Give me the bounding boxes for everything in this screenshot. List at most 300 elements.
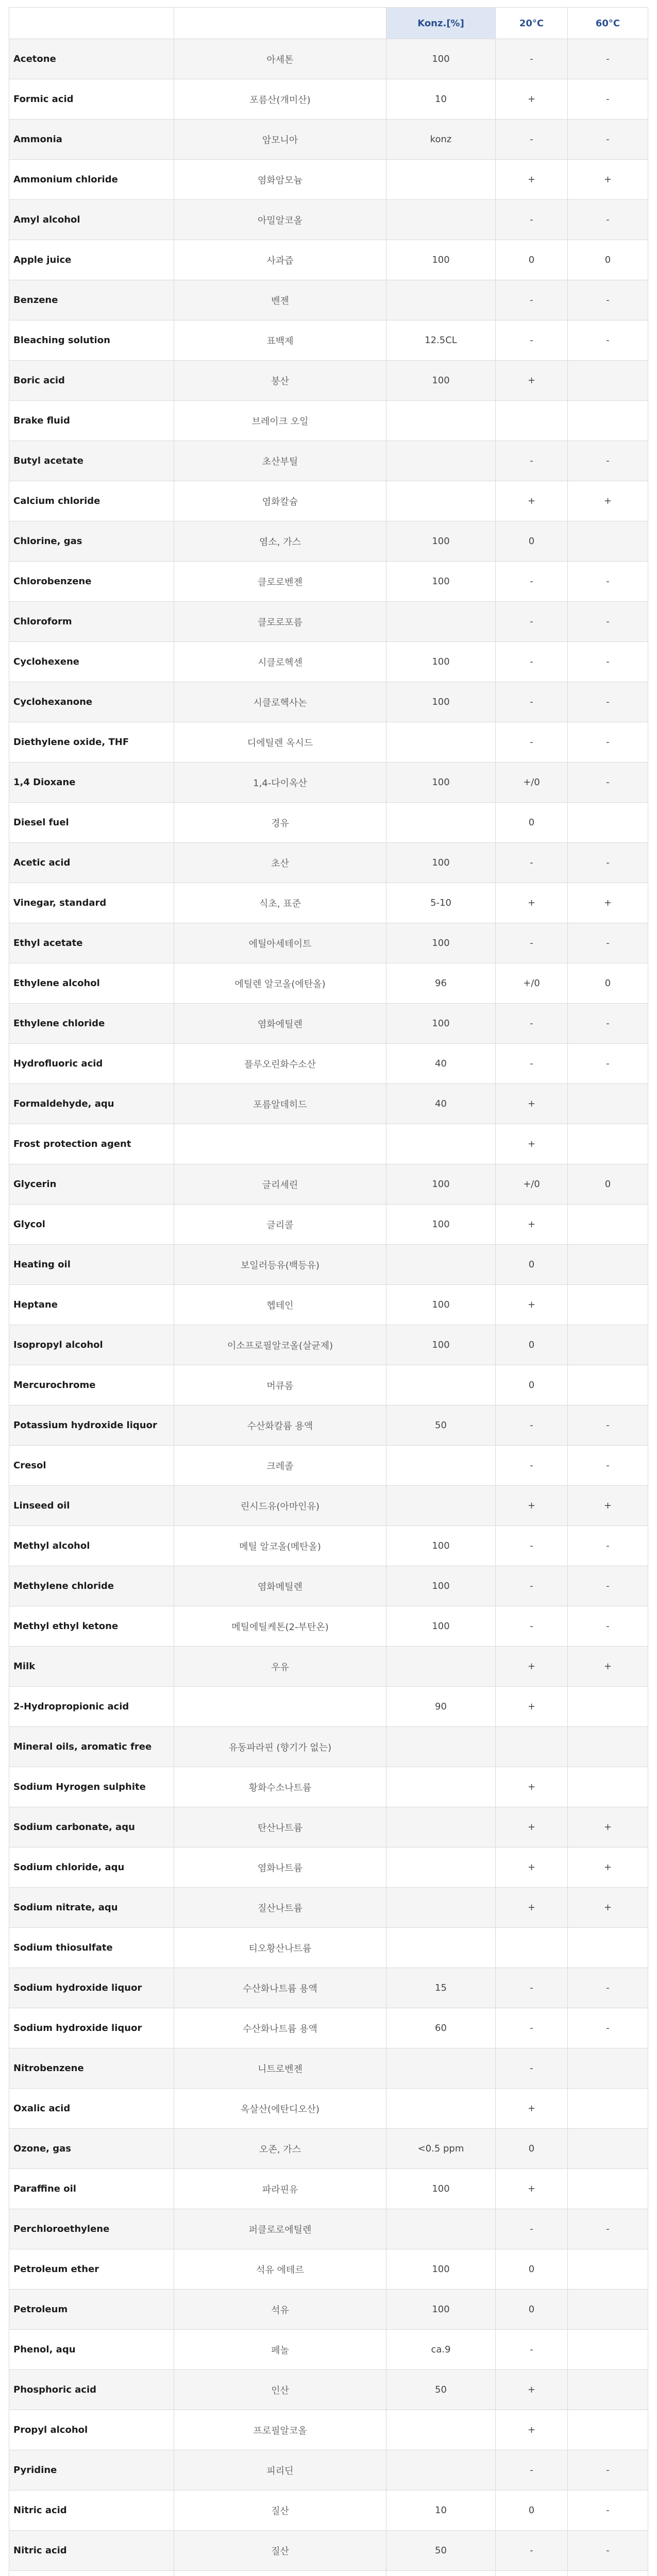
concentration [386, 160, 496, 200]
rating-60c: - [568, 1566, 648, 1606]
rating-60c: - [568, 602, 648, 642]
concentration: 40 [386, 1044, 496, 1084]
chemical-name: Calcium chloride [9, 481, 174, 521]
chemical-name: Sodium Hyrogen sulphite [9, 1767, 174, 1807]
rating-20c: - [496, 1044, 568, 1084]
rating-20c: - [496, 1004, 568, 1044]
korean-name: 염화암모늄 [174, 160, 386, 200]
table-row [9, 2290, 648, 2330]
korean-name: 인산 [174, 2370, 386, 2410]
header-20c: 20°C [496, 8, 568, 39]
concentration [386, 1365, 496, 1405]
rating-60c [568, 2048, 648, 2089]
chemical-name: Phosphoric acid [9, 2370, 174, 2410]
rating-60c: - [568, 2490, 648, 2531]
concentration: 15 [386, 1968, 496, 2008]
korean-name: 메틸에틸케톤(2-부탄온) [174, 1606, 386, 1647]
chemical-name: Nitric acid [9, 2490, 174, 2531]
table-row [9, 923, 648, 963]
rating-60c [568, 2129, 648, 2169]
chemical-name: Ethyl acetate [9, 923, 174, 963]
rating-20c: - [496, 200, 568, 240]
chemical-name: Boric acid [9, 361, 174, 401]
korean-name: 질산나트륨 [174, 1888, 386, 1928]
concentration: 50 [386, 1405, 496, 1446]
chemical-name: Nitric acid [9, 2531, 174, 2571]
concentration [386, 1486, 496, 1526]
table-row [9, 2490, 648, 2531]
rating-20c [496, 2571, 568, 2576]
table-row [9, 1405, 648, 1446]
table-row [9, 1647, 648, 1687]
korean-name: 에틸아세테이트 [174, 923, 386, 963]
concentration [386, 1727, 496, 1767]
rating-20c: - [496, 1606, 568, 1647]
rating-20c: - [496, 843, 568, 883]
rating-20c: + [496, 1888, 568, 1928]
rating-20c: - [496, 320, 568, 361]
concentration: 96 [386, 963, 496, 1004]
rating-60c [568, 1285, 648, 1325]
rating-20c: - [496, 1566, 568, 1606]
chemical-name: Chlorobenzene [9, 562, 174, 602]
chemical-name: Perchloroethylene [9, 2209, 174, 2249]
korean-name: 수산화나트륨 용액 [174, 2008, 386, 2048]
table-body [9, 39, 648, 2576]
chemical-name: Paraffine oil [9, 2169, 174, 2209]
rating-60c [568, 803, 648, 843]
rating-60c: - [568, 682, 648, 722]
chemical-name: Vinegar, standard [9, 883, 174, 923]
korean-name: 표백제 [174, 320, 386, 361]
table-row [9, 642, 648, 682]
rating-20c: - [496, 441, 568, 481]
table-row [9, 963, 648, 1004]
rating-60c: - [568, 843, 648, 883]
concentration: 40 [386, 1084, 496, 1124]
rating-20c: - [496, 2531, 568, 2571]
rating-60c: - [568, 79, 648, 120]
rating-20c: - [496, 602, 568, 642]
rating-20c: +/0 [496, 1164, 568, 1205]
rating-60c: + [568, 1848, 648, 1888]
chemical-name: Sodium hydroxide liquor [9, 2008, 174, 2048]
korean-name: 경유 [174, 803, 386, 843]
chemical-name: Petroleum ether [9, 2249, 174, 2290]
chemical-name: Cresol [9, 1446, 174, 1486]
rating-20c: + [496, 361, 568, 401]
rating-20c: 0 [496, 1325, 568, 1365]
rating-60c: + [568, 481, 648, 521]
concentration: 10 [386, 2490, 496, 2531]
concentration: 60 [386, 2008, 496, 2048]
concentration: 5-10 [386, 883, 496, 923]
concentration [386, 2089, 496, 2129]
korean-name: 크레졸 [174, 1446, 386, 1486]
rating-60c: - [568, 1446, 648, 1486]
table-row [9, 1807, 648, 1848]
korean-name: 페놀 [174, 2330, 386, 2370]
rating-20c: + [496, 1687, 568, 1727]
rating-60c [568, 1325, 648, 1365]
table-row [9, 200, 648, 240]
korean-name: 염화칼슘 [174, 481, 386, 521]
korean-name: 시클로헥센 [174, 642, 386, 682]
chemical-name: Glycerin [9, 1164, 174, 1205]
rating-60c: + [568, 1888, 648, 1928]
rating-20c: + [496, 1848, 568, 1888]
concentration: 90 [386, 1687, 496, 1727]
concentration: 100 [386, 562, 496, 602]
rating-60c: - [568, 1526, 648, 1566]
rating-60c: - [568, 120, 648, 160]
rating-20c: + [496, 883, 568, 923]
rating-60c [568, 1727, 648, 1767]
rating-20c: 0 [496, 2249, 568, 2290]
chemical-name: Frost protection agent [9, 1124, 174, 1164]
concentration: 100 [386, 240, 496, 280]
concentration [386, 803, 496, 843]
table-row [9, 481, 648, 521]
rating-20c: +/0 [496, 762, 568, 803]
rating-20c: - [496, 280, 568, 320]
concentration [386, 481, 496, 521]
table-row [9, 682, 648, 722]
chemical-name: Ozone, gas [9, 2129, 174, 2169]
concentration [386, 1647, 496, 1687]
korean-name: 황화수소나트륨 [174, 1767, 386, 1807]
table-row [9, 2370, 648, 2410]
chemical-name: Mercurochrome [9, 1365, 174, 1405]
rating-20c: - [496, 923, 568, 963]
chemical-resistance-table [9, 7, 648, 2576]
concentration [386, 722, 496, 762]
rating-60c: 0 [568, 963, 648, 1004]
table-row [9, 1365, 648, 1405]
table-row [9, 401, 648, 441]
rating-20c [496, 1928, 568, 1968]
chemical-name: Nitrobenzene [9, 2048, 174, 2089]
table-row [9, 1606, 648, 1647]
rating-20c: + [496, 1124, 568, 1164]
chemical-name: Ammonia [9, 120, 174, 160]
rating-20c: 0 [496, 521, 568, 562]
rating-60c: + [568, 1486, 648, 1526]
concentration: 100 [386, 361, 496, 401]
rating-60c [568, 2290, 648, 2330]
chemical-name: Glycol [9, 1205, 174, 1245]
rating-60c [568, 1928, 648, 1968]
korean-name: 헵테인 [174, 1285, 386, 1325]
rating-60c [568, 1205, 648, 1245]
concentration: 100 [386, 1004, 496, 1044]
rating-60c [568, 2330, 648, 2370]
korean-name: 탄산나트륨 [174, 1807, 386, 1848]
chemical-name: Butyl acetate [9, 441, 174, 481]
table-row [9, 1285, 648, 1325]
chemical-name: Methylene chloride [9, 1566, 174, 1606]
concentration [386, 1124, 496, 1164]
chemical-name: Chlorine, gas [9, 521, 174, 562]
rating-20c: - [496, 120, 568, 160]
concentration: 100 [386, 2169, 496, 2209]
rating-60c: - [568, 39, 648, 79]
concentration: 100 [386, 1566, 496, 1606]
chemical-name: 2-Hydropropionic acid [9, 1687, 174, 1727]
table-row [9, 1968, 648, 2008]
rating-20c: 0 [496, 2129, 568, 2169]
table-row [9, 1124, 648, 1164]
chemical-name: Ammonium chloride [9, 160, 174, 200]
table-row [9, 441, 648, 481]
concentration: 100 [386, 682, 496, 722]
table-row [9, 2571, 648, 2576]
rating-20c: 0 [496, 1365, 568, 1405]
korean-name: 석유 에테르 [174, 2249, 386, 2290]
korean-name [174, 2571, 386, 2576]
table-row [9, 883, 648, 923]
rating-20c: + [496, 2089, 568, 2129]
korean-name: 포름산(개미산) [174, 79, 386, 120]
table-row [9, 240, 648, 280]
concentration: 100 [386, 1526, 496, 1566]
table-row [9, 361, 648, 401]
rating-60c: 0 [568, 240, 648, 280]
table-row [9, 2330, 648, 2370]
rating-60c: - [568, 2008, 648, 2048]
rating-60c [568, 1767, 648, 1807]
chemical-name: Heptane [9, 1285, 174, 1325]
rating-20c: + [496, 79, 568, 120]
korean-name: 초산부틸 [174, 441, 386, 481]
korean-name: 옥살산(에탄디오산) [174, 2089, 386, 2129]
table-row [9, 39, 648, 79]
korean-name: 사과즙 [174, 240, 386, 280]
chemical-name [9, 2571, 174, 2576]
table-row [9, 1727, 648, 1767]
concentration: konz [386, 120, 496, 160]
table-row [9, 1486, 648, 1526]
korean-name: 보일러등유(백등유) [174, 1245, 386, 1285]
table-row [9, 2048, 648, 2089]
rating-20c: + [496, 481, 568, 521]
chemical-name: Formic acid [9, 79, 174, 120]
korean-name: 클로로벤젠 [174, 562, 386, 602]
rating-20c: +/0 [496, 963, 568, 1004]
chemical-name: Propyl alcohol [9, 2410, 174, 2450]
chemical-name: Benzene [9, 280, 174, 320]
korean-name: 클로로포름 [174, 602, 386, 642]
rating-60c [568, 521, 648, 562]
korean-name: 초산 [174, 843, 386, 883]
chemical-name: Hydrofluoric acid [9, 1044, 174, 1084]
rating-20c: 0 [496, 803, 568, 843]
chemical-name: Potassium hydroxide liquor [9, 1405, 174, 1446]
rating-20c: - [496, 39, 568, 79]
concentration [386, 1446, 496, 1486]
chemical-name: Diethylene oxide, THF [9, 722, 174, 762]
korean-name: 벤젠 [174, 280, 386, 320]
rating-60c [568, 1245, 648, 1285]
rating-60c [568, 2169, 648, 2209]
concentration: 100 [386, 2290, 496, 2330]
table-row [9, 1767, 648, 1807]
rating-60c: + [568, 883, 648, 923]
rating-60c: + [568, 160, 648, 200]
korean-name [174, 1124, 386, 1164]
korean-name: 프로필알코올 [174, 2410, 386, 2450]
concentration: 100 [386, 1164, 496, 1205]
chemical-name: 1,4 Dioxane [9, 762, 174, 803]
chemical-name: Mineral oils, aromatic free [9, 1727, 174, 1767]
rating-60c: - [568, 441, 648, 481]
concentration [386, 200, 496, 240]
concentration [386, 1807, 496, 1848]
table-row [9, 1526, 648, 1566]
concentration [386, 1928, 496, 1968]
rating-60c: - [568, 1004, 648, 1044]
chemical-name: Oxalic acid [9, 2089, 174, 2129]
korean-name: 질산 [174, 2531, 386, 2571]
rating-20c: + [496, 1807, 568, 1848]
table-row [9, 2089, 648, 2129]
korean-name: 수산화나트륨 용액 [174, 1968, 386, 2008]
rating-60c: - [568, 562, 648, 602]
rating-60c: - [568, 642, 648, 682]
korean-name: 아밀알코올 [174, 200, 386, 240]
table-row [9, 2531, 648, 2571]
rating-60c [568, 2370, 648, 2410]
table-row [9, 320, 648, 361]
chemical-name: Sodium chloride, aqu [9, 1848, 174, 1888]
korean-name: 염화에틸렌 [174, 1004, 386, 1044]
korean-name: 에틸렌 알코올(에탄올) [174, 963, 386, 1004]
table-row [9, 2008, 648, 2048]
rating-60c: - [568, 1968, 648, 2008]
concentration: 10 [386, 79, 496, 120]
concentration [386, 441, 496, 481]
korean-name: 염소, 가스 [174, 521, 386, 562]
rating-20c [496, 401, 568, 441]
rating-20c: - [496, 2048, 568, 2089]
rating-20c: + [496, 1285, 568, 1325]
rating-20c: - [496, 2209, 568, 2249]
concentration: 100 [386, 1205, 496, 1245]
rating-60c [568, 1124, 648, 1164]
concentration: 50 [386, 2531, 496, 2571]
concentration [386, 602, 496, 642]
rating-60c [568, 2089, 648, 2129]
concentration [386, 2410, 496, 2450]
rating-20c: - [496, 1405, 568, 1446]
header-name [9, 8, 174, 39]
korean-name: 염화메틸렌 [174, 1566, 386, 1606]
rating-60c: - [568, 200, 648, 240]
concentration [386, 1848, 496, 1888]
chemical-name: Milk [9, 1647, 174, 1687]
rating-60c: - [568, 923, 648, 963]
chemical-name: Sodium thiosulfate [9, 1928, 174, 1968]
chemical-name: Acetic acid [9, 843, 174, 883]
rating-20c: - [496, 1526, 568, 1566]
concentration: 100 [386, 521, 496, 562]
korean-name: 유동파라핀 (향기가 없는) [174, 1727, 386, 1767]
header-concentration: Konz.[%] [386, 8, 496, 39]
korean-name: 글리콜 [174, 1205, 386, 1245]
chemical-name: Sodium carbonate, aqu [9, 1807, 174, 1848]
korean-name: 디에틸렌 옥시드 [174, 722, 386, 762]
concentration: 100 [386, 642, 496, 682]
table-row [9, 843, 648, 883]
korean-name: 린시드유(아마인유) [174, 1486, 386, 1526]
rating-20c: - [496, 2450, 568, 2490]
rating-20c: + [496, 1647, 568, 1687]
rating-20c: - [496, 2330, 568, 2370]
chemical-name: Pyridine [9, 2450, 174, 2490]
rating-20c: 0 [496, 1245, 568, 1285]
korean-name: 오존, 가스 [174, 2129, 386, 2169]
table-row [9, 1687, 648, 1727]
korean-name: 염화나트륨 [174, 1848, 386, 1888]
rating-60c: - [568, 2450, 648, 2490]
korean-name: 티오황산나트륨 [174, 1928, 386, 1968]
korean-name: 1,4-다이옥산 [174, 762, 386, 803]
rating-60c [568, 2410, 648, 2450]
rating-60c: - [568, 762, 648, 803]
concentration: 100 [386, 923, 496, 963]
header-60c: 60°C [568, 8, 648, 39]
korean-name: 파라핀유 [174, 2169, 386, 2209]
rating-60c [568, 2249, 648, 2290]
chemical-name: Petroleum [9, 2290, 174, 2330]
rating-20c: + [496, 1205, 568, 1245]
rating-20c: + [496, 2410, 568, 2450]
chemical-name: Acetone [9, 39, 174, 79]
concentration: ca.9 [386, 2330, 496, 2370]
chemical-name: Methyl alcohol [9, 1526, 174, 1566]
korean-name: 메틸 알코올(메탄올) [174, 1526, 386, 1566]
concentration [386, 280, 496, 320]
chemical-name: Ethylene chloride [9, 1004, 174, 1044]
chemical-name: Methyl ethyl ketone [9, 1606, 174, 1647]
rating-20c: + [496, 1767, 568, 1807]
header-korean [174, 8, 386, 39]
rating-20c: - [496, 722, 568, 762]
rating-20c: + [496, 1486, 568, 1526]
chemical-name: Cyclohexene [9, 642, 174, 682]
korean-name: 니트로벤젠 [174, 2048, 386, 2089]
korean-name: 우유 [174, 1647, 386, 1687]
rating-60c [568, 361, 648, 401]
table-row [9, 2209, 648, 2249]
chemical-name: Formaldehyde, aqu [9, 1084, 174, 1124]
rating-20c: 0 [496, 2490, 568, 2531]
chemical-name: Diesel fuel [9, 803, 174, 843]
table-row [9, 2450, 648, 2490]
chemical-name: Bleaching solution [9, 320, 174, 361]
concentration [386, 1245, 496, 1285]
rating-20c [496, 1727, 568, 1767]
concentration: 100 [386, 843, 496, 883]
rating-60c: - [568, 280, 648, 320]
table-row [9, 280, 648, 320]
rating-20c: + [496, 160, 568, 200]
rating-60c [568, 1365, 648, 1405]
rating-60c [568, 1084, 648, 1124]
concentration: 100 [386, 39, 496, 79]
chemical-name: Apple juice [9, 240, 174, 280]
concentration: 100 [386, 1325, 496, 1365]
